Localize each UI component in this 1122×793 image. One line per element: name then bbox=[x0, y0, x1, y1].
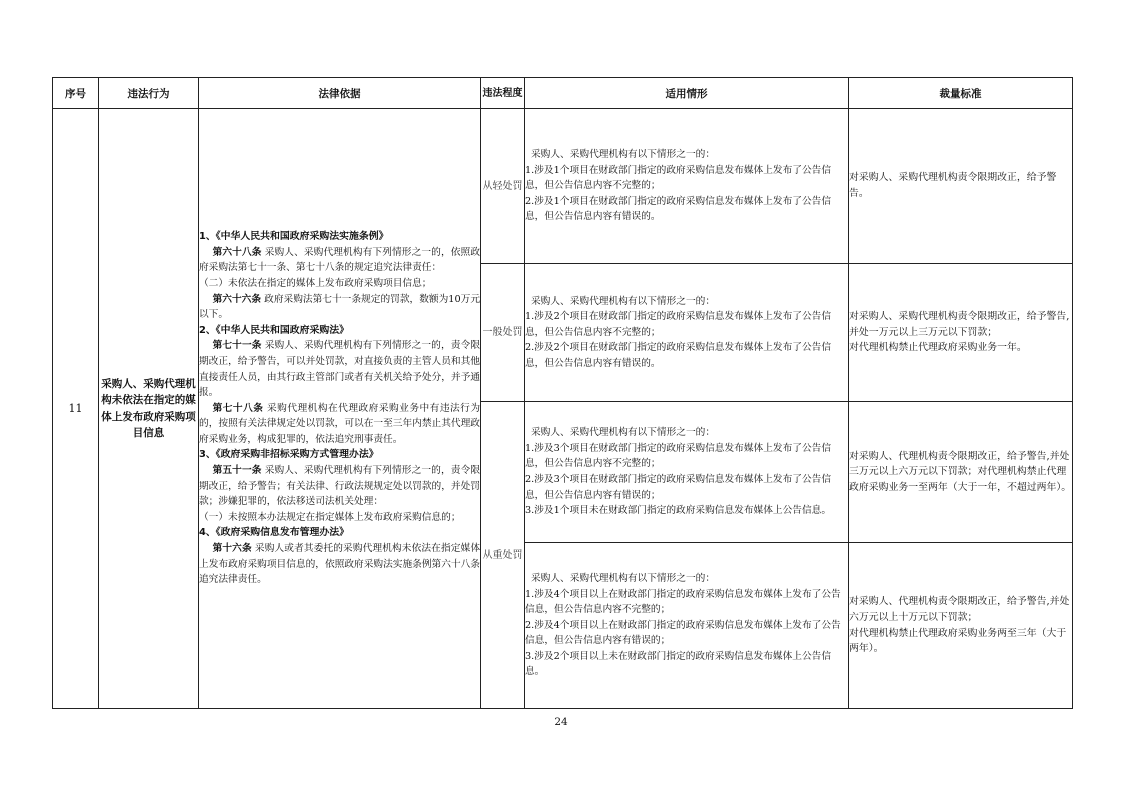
degree-heavy: 从重处罚 bbox=[481, 402, 525, 709]
violation-cell: 采购人、采购代理机构未依法在指定的媒体上发布政府采购项目信息 bbox=[99, 109, 199, 709]
degree-light: 从轻处罚 bbox=[481, 109, 525, 264]
circumstance-cell: 采购人、采购代理机构有以下情形之一的： 1.涉及1个项目在财政部门指定的政府采购信息发布媒体上发布了公告信息，但公告信息内容不完整的； 2.涉及1个项目在财政部门指定的政府采购信息发布媒体上发布了公告信息，但公告信息内容有错误的。 bbox=[525, 109, 849, 264]
law-article: 第五十一条 采购人、采购代理机构有下列情形之一的，责令限期改正，给予警告；有关法律、行政法规规定处以罚款的，并处罚款；涉嫌犯罪的，依法移送司法机关处理： bbox=[199, 465, 481, 508]
header-circumstances: 适用情形 bbox=[525, 78, 849, 109]
header-legal-basis: 法律依据 bbox=[199, 78, 481, 109]
law-article: 第七十八条 采购代理机构在代理政府采购业务中有违法行为的，按照有关法律规定处以罚款，可以在一至三年内禁止其代理政府采购业务，构成犯罪的，依法追究刑事责任。 bbox=[199, 402, 481, 445]
law-item: （一）未按照本办法规定在指定媒体上发布政府采购信息的； bbox=[199, 511, 461, 523]
law-title-2: 2、《中华人民共和国政府采购法》 bbox=[199, 324, 350, 336]
standard-cell: 对采购人、采购代理机构责令限期改正，给予警告。 bbox=[849, 109, 1073, 264]
circumstance-cell: 采购人、采购代理机构有以下情形之一的： 1.涉及4个项目以上在财政部门指定的政府采购信息发布媒体上发布了公告信息，但公告信息内容不完整的； 2.涉及4个项目以上在财政部门指定的政府采购信息发布媒体上发布了公告信息，但公告信息内容有错误的； 3.涉及2个项目以上未在财政部门指定的政府采购信息发布媒体上公告信息。 bbox=[525, 543, 849, 709]
law-article: 第七十一条 采购人、采购代理机构有下列情形之一的，责令限期改正，给予警告，可以并处罚款，对直接负责的主管人员和其他直接责任人员，由其行政主管部门或者有关机关给予处分，并予通报。 bbox=[199, 340, 481, 399]
law-title-1: 1、《中华人民共和国政府采购法实施条例》 bbox=[199, 231, 389, 243]
standard-cell: 对采购人、代理机构责令限期改正，给予警告,并处三万元以上六万元以下罚款；对代理机构禁止代理政府采购业务一至两年（大于一年，不超过两年）。 bbox=[849, 402, 1073, 543]
law-title-3: 3、《政府采购非招标采购方式管理办法》 bbox=[199, 449, 379, 461]
standard-cell: 对采购人、代理机构责令限期改正，给予警告,并处六万元以上十万元以下罚款； 对代理机构禁止代理政府采购业务两至三年（大于两年）。 bbox=[849, 543, 1073, 709]
penalty-standard-table bbox=[52, 77, 1073, 709]
degree-normal: 一般处罚 bbox=[481, 264, 525, 402]
law-article: 第十六条 采购人或者其委托的采购代理机构未依法在指定媒体上发布政府采购项目信息的，依照政府采购法实施条例第六十八条追究法律责任。 bbox=[199, 543, 481, 586]
standard-cell: 对采购人、采购代理机构责令限期改正，给予警告,并处一万元以上三万元以下罚款； 对代理机构禁止代理政府采购业务一年。 bbox=[849, 264, 1073, 402]
law-title-4: 4、《政府采购信息发布管理办法》 bbox=[199, 527, 350, 539]
circumstance-cell: 采购人、采购代理机构有以下情形之一的： 1.涉及2个项目在财政部门指定的政府采购信息发布媒体上发布了公告信息，但公告信息内容不完整的； 2.涉及2个项目在财政部门指定的政府采购信息发布媒体上发布了公告信息，但公告信息内容有错误的。 bbox=[525, 264, 849, 402]
legal-basis-cell bbox=[199, 109, 481, 709]
page-number: 24 bbox=[554, 716, 568, 728]
header-violation: 违法行为 bbox=[99, 78, 199, 109]
header-degree: 违法程度 bbox=[481, 78, 525, 109]
circumstance-cell: 采购人、采购代理机构有以下情形之一的： 1.涉及3个项目在财政部门指定的政府采购信息发布媒体上发布了公告信息，但公告信息内容不完整的； 2.涉及3个项目在财政部门指定的政府采购信息发布媒体上发布了公告信息，但公告信息内容有错误的； 3.涉及1个项目未在财政部门指定的政府采购信息发布媒体上公告信息。 bbox=[525, 402, 849, 543]
law-item: （二）未依法在指定的媒体上发布政府采购项目信息； bbox=[199, 277, 432, 289]
row-number: 11 bbox=[53, 109, 99, 709]
law-article: 第六十六条 政府采购法第七十一条规定的罚款，数额为10万元以下。 bbox=[199, 293, 481, 321]
header-standard: 裁量标准 bbox=[849, 78, 1073, 109]
table-row bbox=[53, 109, 1073, 264]
header-no: 序号 bbox=[53, 78, 99, 109]
header-row bbox=[53, 78, 1073, 109]
law-article: 第六十八条 采购人、采购代理机构有下列情形之一的，依照政府采购法第七十一条、第七十八条的规定追究法律责任： bbox=[199, 246, 481, 274]
